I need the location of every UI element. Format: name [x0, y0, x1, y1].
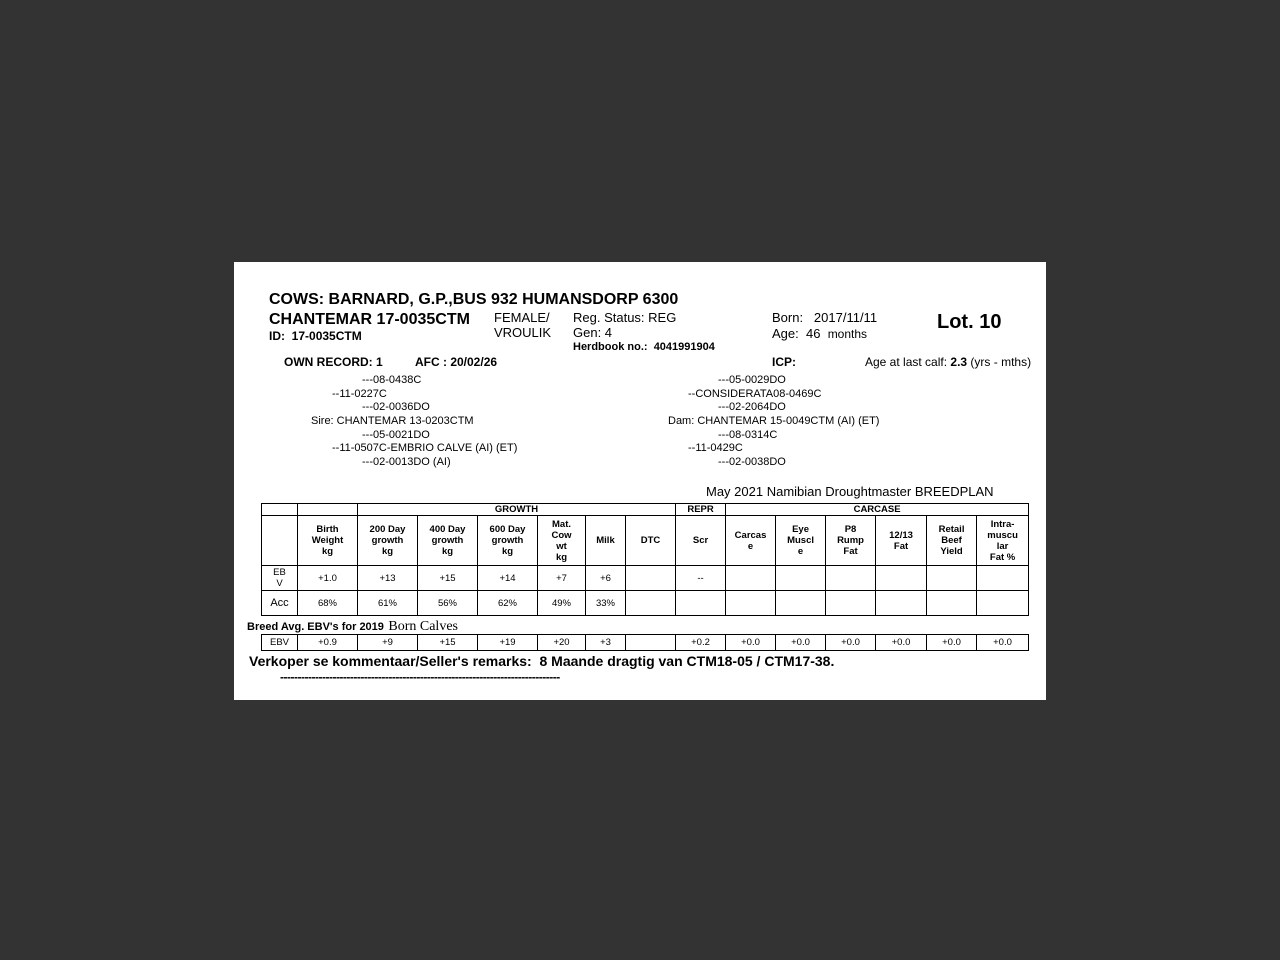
generation: Gen: 4 — [573, 325, 613, 340]
age-last-calf-value: 2.3 — [950, 355, 968, 369]
id-value: 17-0035CTM — [291, 329, 362, 343]
ebv-cell: +7 — [538, 566, 586, 591]
breed-avg-cell: +0.0 — [776, 635, 826, 651]
acc-cell — [676, 591, 726, 616]
pedigree-sire-line: ---02-0036DO — [362, 401, 430, 413]
acc-row-label: Acc — [262, 591, 298, 616]
col-mature-cow-weight: Mat. Cow wt kg — [538, 516, 586, 566]
age-label: Age: — [772, 326, 799, 341]
age — [772, 326, 867, 341]
acc-cell: 49% — [538, 591, 586, 616]
acc-cell: 68% — [298, 591, 358, 616]
col-milk: Milk — [586, 516, 626, 566]
ebv-cell: -- — [676, 566, 726, 591]
acc-row — [262, 591, 1029, 616]
breed-avg-cell: +15 — [418, 635, 478, 651]
age-unit: months — [827, 327, 868, 341]
acc-cell — [876, 591, 927, 616]
breed-avg-cell: +0.0 — [726, 635, 776, 651]
remarks-underline: -------------------------------------------------------------------------------- — [280, 670, 560, 684]
col-retail-beef-yield: Retail Beef Yield — [927, 516, 977, 566]
animal-id — [269, 329, 362, 343]
pedigree-sire-line: ---08-0438C — [362, 374, 422, 386]
acc-cell — [826, 591, 876, 616]
herdbook-value: 4041991904 — [653, 341, 715, 353]
breed-avg-label-text: Breed Avg. EBV's for 2019 — [247, 621, 384, 633]
group-repr: REPR — [676, 504, 726, 516]
col-carcase: Carcas e — [726, 516, 776, 566]
ebv-table — [261, 503, 1029, 616]
born-label: Born: — [772, 310, 804, 325]
lot-number: Lot. 10 — [937, 311, 1002, 333]
ebv-row-label: EB V — [262, 566, 298, 591]
age-value: 46 — [805, 326, 821, 341]
pedigree-sire-line: ---05-0021DO — [362, 429, 430, 441]
age-at-last-calf — [865, 355, 1031, 369]
breed-avg-cell: +0.0 — [927, 635, 977, 651]
group-growth: GROWTH — [358, 504, 676, 516]
acc-cell — [726, 591, 776, 616]
seller-remarks-label: Verkoper se kommentaar/Seller's remarks: — [249, 653, 532, 669]
col-dtc: DTC — [626, 516, 676, 566]
breed-avg-cell: +0.0 — [876, 635, 927, 651]
acc-cell — [927, 591, 977, 616]
pedigree-sire: Sire: CHANTEMAR 13-0203CTM — [311, 415, 474, 427]
breed-avg-label — [247, 617, 458, 635]
ebv-group-row — [262, 504, 1029, 516]
acc-cell: 56% — [418, 591, 478, 616]
acc-cell: 33% — [586, 591, 626, 616]
ebv-cell — [826, 566, 876, 591]
ebv-cell: +6 — [586, 566, 626, 591]
pedigree-dam-line: --11-0429C — [688, 442, 743, 454]
acc-cell: 61% — [358, 591, 418, 616]
col-400-day-growth: 400 Day growth kg — [418, 516, 478, 566]
sex-line-1: FEMALE/ — [494, 310, 550, 325]
age-last-calf-unit: (yrs - mths) — [970, 355, 1032, 369]
ebv-cell — [977, 566, 1029, 591]
breed-avg-cell: +0.2 — [676, 635, 726, 651]
reg-status: Reg. Status: REG — [573, 310, 677, 325]
breed-avg-table — [261, 634, 1029, 651]
ebv-cell — [726, 566, 776, 591]
breed-avg-cell: +3 — [586, 635, 626, 651]
group-empty — [298, 504, 358, 516]
own-record: OWN RECORD: 1 — [284, 355, 383, 369]
col-intramuscular-fat: Intra- muscu lar Fat % — [977, 516, 1029, 566]
pedigree-sire-line: --11-0507C-EMBRIO CALVE (AI) (ET) — [332, 442, 518, 454]
pedigree-dam: Dam: CHANTEMAR 15-0049CTM (AI) (ET) — [668, 415, 880, 427]
breed-avg-cell: +0.0 — [977, 635, 1029, 651]
col-eye-muscle: Eye Muscl e — [776, 516, 826, 566]
col-birth-weight: Birth Weight kg — [298, 516, 358, 566]
acc-cell — [977, 591, 1029, 616]
acc-cell — [626, 591, 676, 616]
ebv-cell: +13 — [358, 566, 418, 591]
seller-remarks-text: 8 Maande dragtig van CTM18-05 / CTM17-38. — [539, 653, 835, 669]
pedigree-dam-line: ---02-2064DO — [718, 401, 786, 413]
col-600-day-growth: 600 Day growth kg — [478, 516, 538, 566]
breed-avg-cell: +20 — [538, 635, 586, 651]
id-label: ID: — [269, 329, 285, 343]
breed-avg-cell: +19 — [478, 635, 538, 651]
pedigree-sire-line: ---02-0013DO (AI) — [362, 456, 451, 468]
pedigree-sire-line: --11-0227C — [332, 388, 387, 400]
ebv-header-row — [262, 516, 1029, 566]
acc-cell — [776, 591, 826, 616]
ebv-cell: +14 — [478, 566, 538, 591]
col-p8-rump-fat: P8 Rump Fat — [826, 516, 876, 566]
ebv-cell — [776, 566, 826, 591]
age-last-calf-label: Age at last calf: — [865, 355, 948, 369]
ebv-row — [262, 566, 1029, 591]
icp: ICP: — [772, 355, 796, 369]
col-200-day-growth: 200 Day growth kg — [358, 516, 418, 566]
seller-remarks — [249, 653, 834, 669]
animal-name: CHANTEMAR 17-0035CTM — [269, 311, 470, 328]
breedplan-title: May 2021 Namibian Droughtmaster BREEDPLAN — [706, 484, 994, 499]
group-carcase: CARCASE — [726, 504, 1029, 516]
ebv-cell — [876, 566, 927, 591]
col-12-13-fat: 12/13 Fat — [876, 516, 927, 566]
afc: AFC : 20/02/26 — [415, 355, 498, 369]
pedigree-dam-line: ---08-0314C — [718, 429, 778, 441]
col-scr: Scr — [676, 516, 726, 566]
lot-card — [234, 262, 1046, 700]
ebv-cell — [626, 566, 676, 591]
ebv-cell: +1.0 — [298, 566, 358, 591]
group-empty — [262, 504, 298, 516]
breed-avg-row — [262, 635, 1029, 651]
pedigree-dam-line: ---02-0038DO — [718, 456, 786, 468]
breed-avg-cell: +0.9 — [298, 635, 358, 651]
sex-line-2: VROULIK — [494, 325, 552, 340]
ebv-cell: +15 — [418, 566, 478, 591]
breed-avg-row-label: EBV — [262, 635, 298, 651]
breed-avg-label-suffix: Born Calves — [388, 619, 458, 634]
breed-avg-cell: +9 — [358, 635, 418, 651]
page-title: COWS: BARNARD, G.P.,BUS 932 HUMANSDORP 6300 — [269, 291, 679, 308]
herdbook-label: Herdbook no.: — [573, 341, 648, 353]
row-label-header — [262, 516, 298, 566]
breed-avg-cell: +0.0 — [826, 635, 876, 651]
pedigree-dam-line: ---05-0029DO — [718, 374, 786, 386]
herdbook-number — [573, 341, 715, 353]
born-date — [772, 310, 877, 325]
born-value: 2017/11/11 — [813, 310, 878, 325]
breed-avg-cell — [626, 635, 676, 651]
acc-cell: 62% — [478, 591, 538, 616]
pedigree-dam-line: --CONSIDERATA08-0469C — [688, 388, 822, 400]
ebv-cell — [927, 566, 977, 591]
